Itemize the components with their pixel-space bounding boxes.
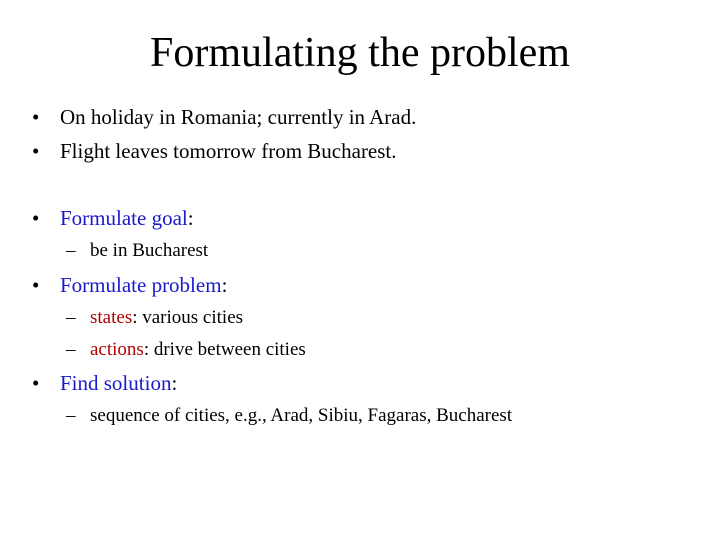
sub-text: be in Bucharest — [90, 240, 209, 261]
sub-text: sequence of cities, e.g., Arad, Sibiu, Fagaras, Bucharest — [90, 405, 513, 426]
slide-title: Formulating the problem — [150, 30, 570, 76]
bullet-flight — [32, 138, 692, 164]
sub-text — [90, 338, 306, 362]
states-description: : various cities — [132, 307, 244, 328]
dash-marker: – — [66, 240, 76, 261]
bullet-text: Flight leaves tomorrow from Bucharest. — [60, 139, 397, 163]
sub-states — [66, 306, 686, 330]
bullet-formulate-problem — [32, 272, 692, 298]
bullet-marker: • — [32, 105, 40, 129]
bullet-marker: • — [32, 206, 40, 230]
sub-text — [90, 306, 243, 330]
sub-goal — [66, 239, 686, 263]
bullet-text: On holiday in Romania; currently in Arad. — [60, 105, 417, 129]
bullet-holiday — [32, 104, 692, 130]
bullet-heading: Formulate goal — [60, 206, 188, 230]
bullet-text — [60, 272, 227, 298]
sub-solution — [66, 404, 706, 428]
bullet-marker: • — [32, 273, 40, 297]
actions-term: actions — [90, 339, 144, 360]
dash-marker: – — [66, 405, 76, 426]
actions-description: : drive between cities — [143, 339, 306, 360]
dash-marker: – — [66, 307, 76, 328]
dash-marker: – — [66, 339, 76, 360]
bullet-text — [60, 205, 194, 231]
bullet-colon: : — [187, 206, 194, 230]
bullet-text — [60, 370, 177, 396]
bullet-colon: : — [221, 273, 228, 297]
bullet-formulate-goal — [32, 205, 692, 231]
sub-actions — [66, 338, 686, 362]
bullet-find-solution — [32, 370, 692, 396]
bullet-marker: • — [32, 371, 40, 395]
bullet-heading: Find solution — [60, 371, 172, 395]
bullet-heading: Formulate problem — [60, 273, 222, 297]
bullet-marker: • — [32, 139, 40, 163]
bullet-colon: : — [171, 371, 178, 395]
states-term: states — [90, 307, 133, 328]
